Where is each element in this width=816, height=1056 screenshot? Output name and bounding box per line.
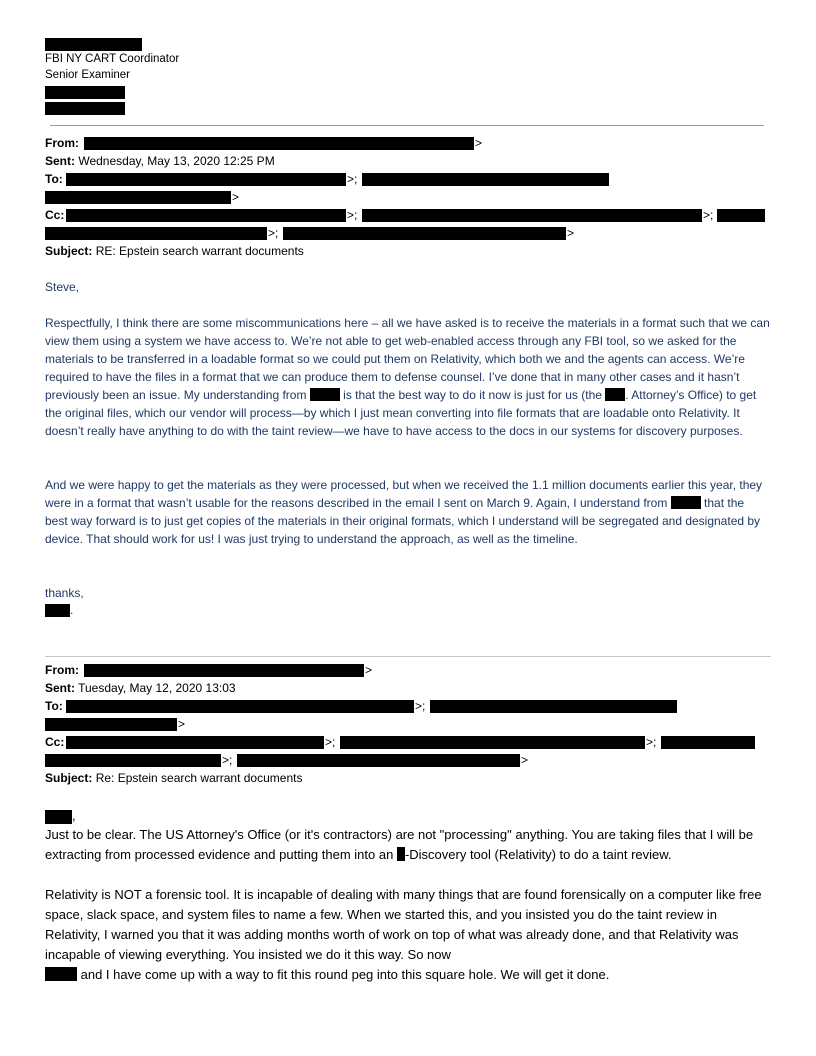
email2-to-row [45, 697, 63, 715]
email2-sent-row [45, 679, 236, 697]
redaction-email2-p2-name [45, 967, 77, 981]
redaction-email1-p1-office [605, 388, 625, 401]
email1-p1-text-a: Respectfully, I think there are some miscommunications here – all we have asked is to receive the materials in a format such that we can view them using a system we have access to. We’re not able to get web-enabled access through any FBI tool, so we asked for the materials to be transferred in a loadable format so we could put them on Relativity, which both we and the agents can access. We’re required to have the files in a format that we can produce them to defense counsel. I’ve done that in many other cases and it hasn’t previously been an issue. My understanding from [45, 316, 770, 402]
email1-sent-value: Wednesday, May 13, 2020 12:25 PM [78, 154, 275, 168]
redaction-signature-name [45, 38, 142, 51]
email2-cc-end: > [521, 753, 529, 767]
email2-paragraph-1 [45, 825, 770, 865]
email1-sent-row [45, 152, 275, 170]
redaction-email1-sender [45, 604, 70, 617]
email1-subject-label: Subject: [45, 244, 93, 258]
email2-cc-sep-1: >; [325, 735, 336, 749]
email2-p2-text-a: Relativity is NOT a forensic tool. It is incapable of dealing with many things that are found forensically on a computer like free space, slack space, and system files to name a few. When we started this, and you insisted you do the taint review in Relativity, I warned you that it was adding months worth of work on top of what was already done, and that Relativity was incapable of viewing everything. You insisted we do it this way. So now [45, 887, 762, 962]
email1-to-label: To: [45, 172, 63, 186]
email1-cc-end: > [567, 226, 575, 240]
email1-cc-sep-3: >; [268, 226, 279, 240]
redaction-email2-greeting [45, 810, 72, 824]
redaction-email2-from [84, 664, 364, 677]
redaction-email2-to-2 [430, 700, 677, 713]
email2-cc-sep-3: >; [222, 753, 233, 767]
redaction-email1-cc-3 [717, 209, 765, 222]
email1-cc-label: Cc: [45, 208, 65, 222]
email1-to-sep: >; [347, 172, 358, 186]
signature-title: FBI NY CART Coordinator [45, 53, 180, 65]
redaction-email1-p1-name [310, 388, 340, 401]
email1-greeting: Steve, [45, 280, 80, 294]
divider-middle [45, 656, 771, 657]
email2-subject-value: Re: Epstein search warrant documents [95, 771, 303, 785]
email1-to-row [45, 170, 63, 188]
redaction-email1-to-2 [362, 173, 609, 186]
email1-p2-text-b: that the best way forward is to just get copies of the materials in their original formats, which I understand will be segregated and designated by device. That should work for us! I was just trying to understand the approach, as well as the timeline. [45, 496, 761, 546]
email2-from-bracket: > [365, 663, 373, 677]
email2-to-label: To: [45, 699, 63, 713]
email2-cc-label: Cc: [45, 735, 65, 749]
redaction-email2-to-1 [66, 700, 414, 713]
redaction-email2-cc-3 [661, 736, 755, 749]
email1-paragraph-2 [45, 476, 770, 548]
email2-p1-text-b: -Discovery tool (Relativity) to do a taint review. [404, 847, 672, 862]
redaction-email1-cc-1 [66, 209, 346, 222]
signature-role: Senior Examiner [45, 69, 131, 81]
email1-cc-sep-1: >; [347, 208, 358, 222]
email2-cc-row [45, 733, 64, 751]
email1-closing-period: . [70, 603, 74, 617]
redaction-email2-cc-4 [45, 754, 221, 767]
redaction-email1-to-1 [66, 173, 346, 186]
email2-sent-value: Tuesday, May 12, 2020 13:03 [78, 681, 236, 695]
redaction-email1-cc-4 [45, 227, 267, 240]
email1-subject-value: RE: Epstein search warrant documents [95, 244, 304, 258]
email2-greeting-comma: , [72, 808, 76, 823]
email1-p1-text-b: is that the best way to do it now is just for us (the [339, 388, 606, 402]
email1-paragraph-1 [45, 314, 770, 440]
email1-closing: thanks, [45, 586, 84, 600]
redaction-email2-to-3 [45, 718, 177, 731]
redaction-email2-cc-1 [66, 736, 324, 749]
email2-subject-row [45, 769, 302, 787]
email2-sent-label: Sent: [45, 681, 75, 695]
email1-p1-text-c: . Attorney’s Office) to get the original files, which our vendor will process—by which I just mean converting into file formats that are loadable onto Relativity. It doesn’t really have anything to do with the taint review—we have to have access to the docs in our systems for discovery purposes. [45, 388, 757, 438]
email1-subject-row [45, 242, 304, 260]
email2-p2-text-b: and I have come up with a way to fit this round peg into this square hole. We will get it done. [77, 967, 610, 982]
email1-cc-sep-2: >; [703, 208, 714, 222]
email1-from-bracket: > [475, 136, 483, 150]
redaction-email2-cc-2 [340, 736, 645, 749]
email2-subject-label: Subject: [45, 771, 93, 785]
redaction-email1-p2-name [671, 496, 701, 509]
redaction-email1-to-3 [45, 191, 231, 204]
redaction-signature-email [45, 102, 125, 115]
redaction-email1-from [84, 137, 474, 150]
email2-p1-text-a: Just to be clear. The US Attorney's Office (or it's contractors) are not "processing" anything. You are taking files that I will be extracting from processed evidence and putting them into an [45, 827, 754, 862]
email2-from-label: From: [45, 663, 79, 677]
email2-cc-sep-2: >; [646, 735, 657, 749]
email2-to-end: > [178, 717, 186, 731]
email2-from-row [45, 661, 79, 679]
redaction-email2-p1 [397, 847, 405, 861]
email1-from-label: From: [45, 136, 79, 150]
email1-sent-label: Sent: [45, 154, 75, 168]
email1-from-row [45, 134, 79, 152]
redaction-signature-phone [45, 86, 125, 99]
redaction-email2-cc-5 [237, 754, 520, 767]
email1-p2-text-a: And we were happy to get the materials as they were processed, but when we received the 1.1 million documents earlier this year, they were in a format that wasn’t usable for the reasons described in the email I sent on March 9. Again, I understand from [45, 478, 763, 510]
email2-paragraph-2 [45, 885, 770, 985]
divider-top [50, 125, 764, 126]
redaction-email1-cc-5 [283, 227, 566, 240]
email2-to-sep: >; [415, 699, 426, 713]
email1-cc-row [45, 206, 64, 224]
email1-to-end: > [232, 190, 240, 204]
redaction-email1-cc-2 [362, 209, 702, 222]
